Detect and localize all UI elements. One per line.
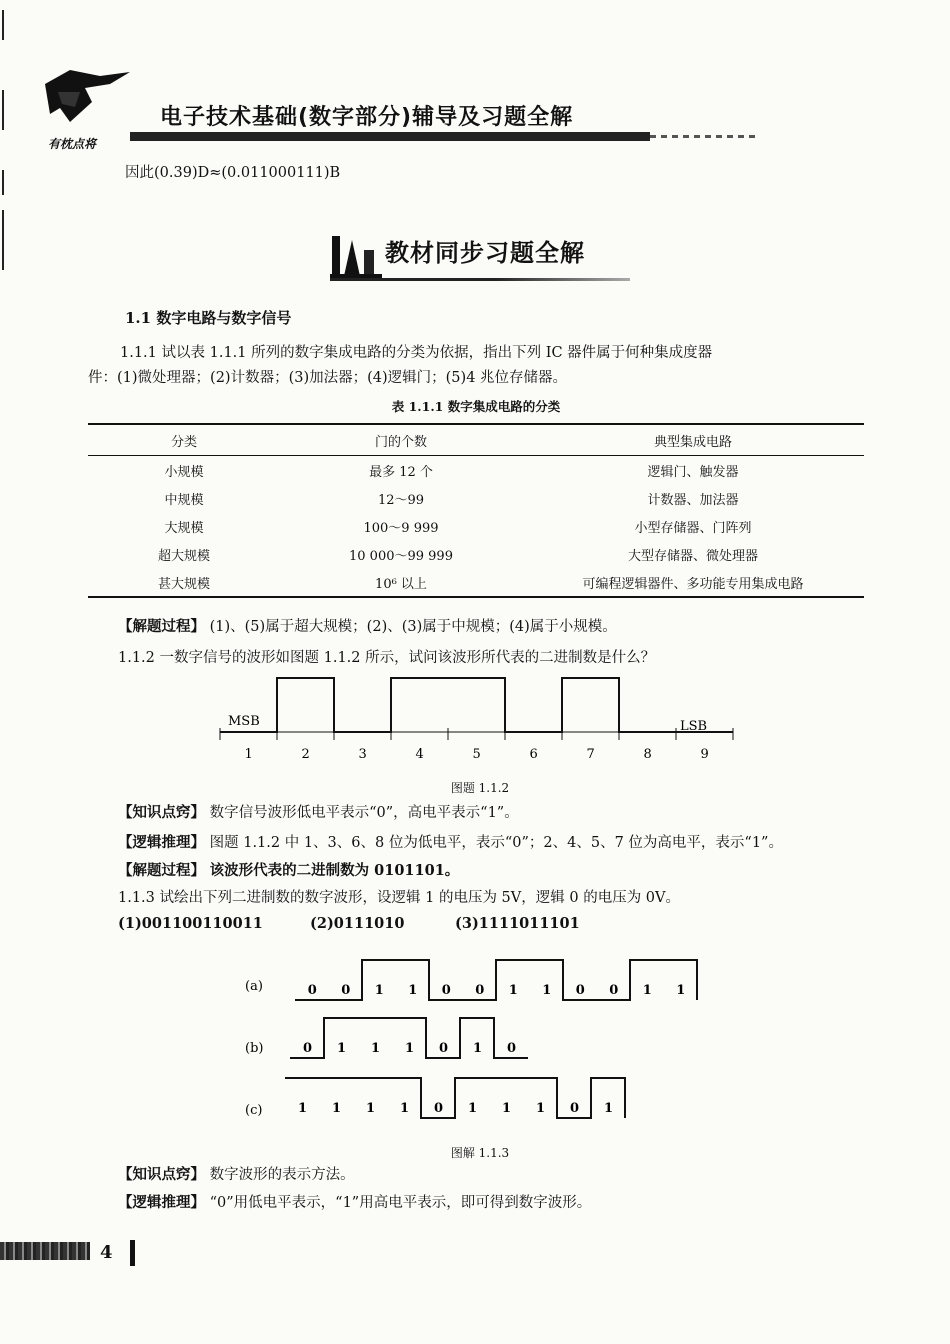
wave-c-bit-label: 1 [604, 1101, 614, 1116]
wave-b-bit-label: 1 [337, 1041, 347, 1056]
table-cell: 小型存储器、门阵列 [634, 520, 752, 536]
bit-label: 9 [700, 747, 709, 762]
wave-a-bit-label: 1 [508, 983, 518, 998]
answer-1-1-1 [118, 617, 617, 637]
reasoning-tag: 【逻辑推理】 [118, 834, 205, 851]
waveform-group [285, 960, 697, 1118]
figure-1-1-3-waveforms [240, 950, 710, 1135]
wave-a-bit-label: 0 [475, 983, 485, 998]
wave-a-label: (a) [245, 979, 263, 994]
wave-b-bit-label: 0 [507, 1041, 517, 1056]
table-row [88, 484, 864, 512]
page-number-bar [130, 1240, 135, 1266]
figure-1-1-2-caption: 图题 1.1.2 [450, 781, 510, 795]
wave-c-bit-label: 1 [400, 1101, 410, 1116]
wave-c-bit-label: 1 [502, 1101, 512, 1116]
knowledge-tag: 【知识点窍】 [118, 804, 205, 821]
binding-mark [2, 10, 4, 40]
bit-label: 8 [643, 747, 652, 762]
table-cell: 小规模 [164, 464, 204, 480]
table-header-cell: 门的个数 [280, 424, 522, 456]
reasoning-tag: 【逻辑推理】 [118, 1194, 205, 1211]
table-cell: 超大规模 [157, 548, 210, 564]
conversion-result: 因此(0.39)D≈(0.011000111)B [125, 165, 341, 181]
ic-classification-table [88, 423, 864, 598]
wave-a-bit-label: 0 [575, 983, 585, 998]
bit-label: 2 [301, 747, 310, 762]
question-1-1-2: 1.1.2 一数字信号的波形如图题 1.1.2 所示，试问该波形所代表的二进制数是什么？ [118, 650, 656, 666]
wave-c-bit-label: 1 [366, 1101, 376, 1116]
question-1-1-1-line2: 件：(1)微处理器；(2)计数器；(3)加法器；(4)逻辑门；(5)4 兆位存储器。 [88, 370, 568, 386]
wave-c-bit-label: 0 [434, 1101, 444, 1116]
table-cell: 12～99 [377, 492, 425, 508]
table-cell: 可编程逻辑器件、多功能专用集成电路 [522, 568, 864, 597]
wave-c-label: (c) [245, 1103, 263, 1118]
solution-1-1-2 [118, 861, 459, 881]
logo-text: 有枕点将 [48, 137, 97, 151]
knowledge-text: 数字信号波形低电平表示“0”，高电平表示“1”。 [209, 805, 519, 821]
table-row [88, 568, 864, 597]
figure-1-1-2-waveform [210, 670, 740, 770]
page-footer-decoration [0, 1242, 90, 1260]
wave-b-bit-label: 1 [371, 1041, 381, 1056]
table-cell: 逻辑门、触发器 [647, 464, 739, 480]
table-row [88, 456, 864, 485]
solution-text: 该波形代表的二进制数为 0101101。 [209, 862, 460, 879]
wave-a-bit-label: 0 [441, 983, 451, 998]
page-number: 4 [100, 1242, 113, 1263]
reasoning-text: “0”用低电平表示，“1”用高电平表示，即可得到数字波形。 [209, 1195, 592, 1211]
table-cell: 100～9 999 [363, 520, 439, 536]
reasoning-text: 图题 1.1.2 中 1、3、6、8 位为低电平，表示“0”；2、4、5、7 位为高电平，表示“1”。 [209, 835, 783, 851]
table-cell: 大型存储器、微处理器 [627, 548, 758, 564]
wave-b-bit-label: 0 [439, 1041, 449, 1056]
bit-label: 3 [358, 747, 367, 762]
table-cell: 中规模 [164, 492, 204, 508]
table-cell: 甚大规模 [88, 568, 280, 597]
reasoning-1-1-3 [118, 1193, 591, 1213]
section-banner-icon [330, 230, 382, 278]
wave-a-bit-label: 1 [542, 983, 552, 998]
wave-a-bit-label: 1 [374, 983, 384, 998]
bit-label: 1 [244, 747, 253, 762]
binding-mark [2, 90, 4, 130]
wave-c-bit-label: 1 [468, 1101, 478, 1116]
bit-ticks [220, 728, 733, 762]
subsection-heading: 1.1 数字电路与数字信号 [125, 309, 292, 327]
binding-mark [2, 170, 4, 195]
knowledge-1-1-2 [118, 803, 519, 823]
waveform-line [220, 678, 733, 732]
table-caption: 表 1.1.1 数字集成电路的分类 [391, 399, 561, 414]
binary-item-1: (1)001100110011 [118, 915, 263, 932]
section-underline [330, 278, 630, 281]
knowledge-1-1-3 [118, 1165, 355, 1185]
wave-b-bit-label: 1 [473, 1041, 483, 1056]
table-cell: 大规模 [164, 520, 204, 536]
wave-a-bit-label: 0 [609, 983, 619, 998]
knowledge-text: 数字波形的表示方法。 [209, 1167, 355, 1183]
wave-c-bit-label: 0 [570, 1101, 580, 1116]
answer-tag: 【解题过程】 [118, 618, 205, 635]
bit-label: 7 [586, 747, 595, 762]
binary-item-2: (2)0111010 [310, 915, 405, 932]
question-1-1-3: 1.1.3 试绘出下列二进制数的数字波形，设逻辑 1 的电压为 5V，逻辑 0 的电压为 0V。 [118, 890, 680, 906]
book-title: 电子技术基础(数字部分)辅导及习题全解 [160, 105, 574, 130]
table-cell: 最多 12 个 [369, 464, 433, 480]
section-title: 教材同步习题全解 [385, 239, 585, 267]
table-cell: 计数器、加法器 [647, 492, 739, 508]
msb-label: MSB [228, 714, 260, 729]
knowledge-tag: 【知识点窍】 [118, 1166, 205, 1183]
wave-a-bit-label: 1 [642, 983, 652, 998]
table-header-cell: 分类 [88, 424, 280, 456]
header-rule [130, 132, 650, 141]
binary-item-3: (3)1111011101 [455, 915, 580, 932]
answer-text: (1)、(5)属于超大规模；(2)、(3)属于中规模；(4)属于小规模。 [209, 619, 617, 635]
wave-b-label: (b) [245, 1041, 264, 1056]
reasoning-1-1-2 [118, 833, 783, 853]
figure-1-1-3-caption: 图解 1.1.3 [450, 1146, 510, 1160]
lsb-label: LSB [680, 719, 708, 734]
table-header-row [88, 424, 864, 456]
header-rule-fade [650, 135, 760, 138]
wave-a-bit-label: 1 [408, 983, 418, 998]
wave-b-bit-label: 1 [405, 1041, 415, 1056]
wave-b-bit-label: 0 [303, 1041, 313, 1056]
table-header-cell: 典型集成电路 [522, 424, 864, 456]
table-cell: 10⁶ 以上 [280, 568, 522, 597]
wave-a-line [295, 960, 697, 1000]
bit-label: 5 [472, 747, 481, 762]
wave-c-bit-label: 1 [536, 1101, 546, 1116]
wave-c-bit-label: 1 [332, 1101, 342, 1116]
wave-a-bit-label: 0 [307, 983, 317, 998]
table-row [88, 512, 864, 540]
eagle-logo-icon [40, 62, 135, 137]
wave-a-bit-label: 0 [341, 983, 351, 998]
solution-tag: 【解题过程】 [118, 862, 205, 879]
table-row [88, 540, 864, 568]
table-cell: 10 000～99 999 [349, 548, 453, 564]
binding-mark [2, 210, 4, 270]
question-1-1-1-line1: 1.1.1 试以表 1.1.1 所列的数字集成电路的分类为依据，指出下列 IC 器件属于何种集成度器 [120, 345, 713, 361]
wave-a-bit-label: 1 [676, 983, 686, 998]
wave-c-bit-label: 1 [298, 1101, 308, 1116]
bit-label: 6 [529, 747, 538, 762]
bit-label: 4 [415, 747, 424, 762]
